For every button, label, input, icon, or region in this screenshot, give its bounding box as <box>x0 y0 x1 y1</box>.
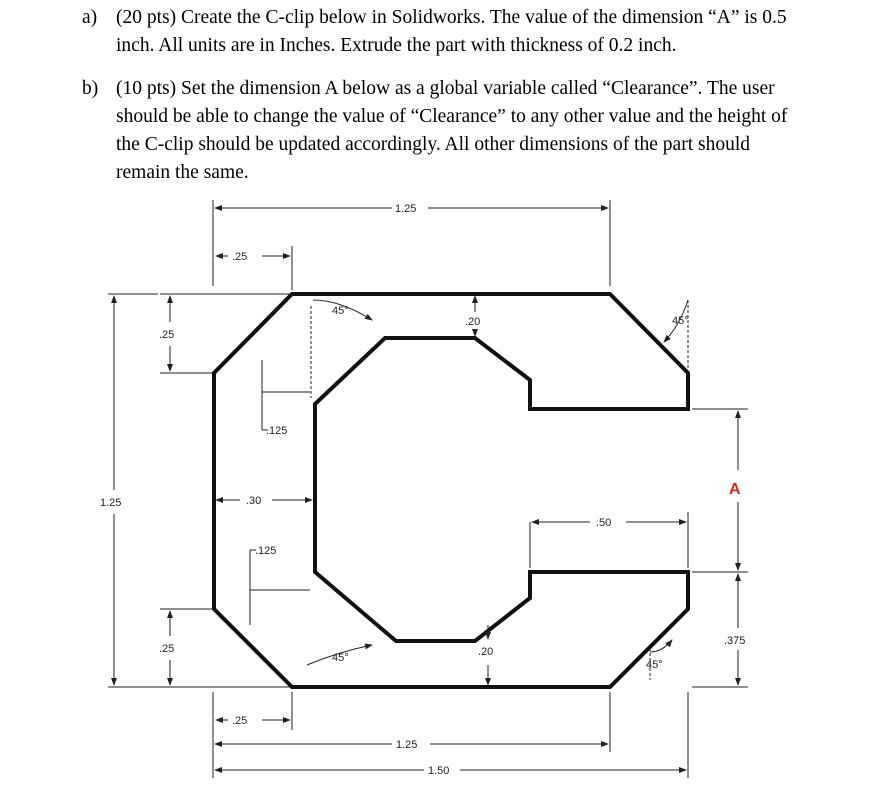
dim-top-left-angle: 45° <box>332 305 349 317</box>
dim-left-chamfer-bottom: .25 <box>159 643 175 655</box>
dim-bottom-thickness: .20 <box>478 646 494 658</box>
dim-bottom-chamfer-height: .375 <box>724 635 746 647</box>
dim-left-chamfer-top: .25 <box>159 329 175 341</box>
dim-inner-offset-bottom: .125 <box>255 545 277 557</box>
dim-jaw-length: .50 <box>596 517 612 529</box>
dim-bottom-left-angle: 45° <box>332 652 349 664</box>
dim-top-width: 1.25 <box>395 203 417 215</box>
question-a-line-1: (20 pts) Create the C-clip below in Solidworks. The value of the dimension “A” is 0.5 <box>116 7 787 28</box>
dim-top-chamfer-left: .25 <box>232 251 248 263</box>
question-b-line-4: remain the same. <box>116 162 249 183</box>
question-b-label: b) <box>82 78 99 99</box>
question-b-line-2: should be able to change the value of “Clearance” to any other value and the height of <box>116 106 788 127</box>
dim-top-right-angle: 45° <box>672 315 689 327</box>
dim-bottom-chamfer-left: .25 <box>232 715 248 727</box>
dim-overall-height: 1.25 <box>100 497 122 509</box>
dim-inner-offset-top: .125 <box>266 425 288 437</box>
question-a-line-2: inch. All units are in Inches. Extrude the part with thickness of 0.2 inch. <box>116 35 677 56</box>
question-b-line-3: the C-clip should be updated accordingly. All other dimensions of the part should <box>116 134 750 155</box>
question-b-line-1: (10 pts) Set the dimension A below as a global variable called “Clearance”. The user <box>116 78 775 99</box>
dim-gap-a: A <box>729 481 741 498</box>
dim-bottom-right-angle: 45° <box>646 659 663 671</box>
dim-overall-width: 1.50 <box>428 765 450 777</box>
dim-left-wall: .30 <box>246 495 262 507</box>
question-a-label: a) <box>82 7 98 28</box>
dim-bottom-width: 1.25 <box>396 739 418 751</box>
dim-top-thickness: .20 <box>465 316 481 328</box>
c-clip-outline <box>214 294 688 687</box>
